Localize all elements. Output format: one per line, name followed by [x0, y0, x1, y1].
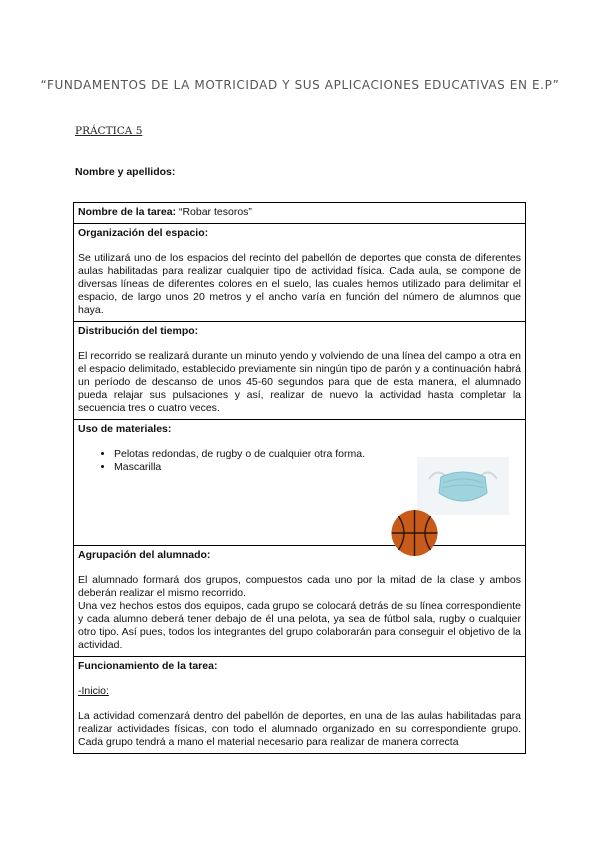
materiales-cell: [74, 420, 526, 546]
materiales-label: Uso de materiales:: [78, 423, 172, 436]
funcionamiento-text: La actividad comenzará dentro del pabellón de deportes, en una de las aulas habilitadas para realizar actividades físicas, con todo el alumnado organizado en su correspondiente grupo. Cada grupo tendrá a mano el material necesario para realizar de manera correcta: [78, 710, 521, 749]
agrupacion-row: [74, 546, 526, 657]
task-table: [73, 202, 526, 754]
basketball-image: [389, 508, 440, 558]
task-name-value: “Robar tesoros”: [176, 206, 252, 218]
task-name-row: [74, 203, 526, 224]
agrupacion-cell: [74, 546, 526, 657]
face-mask-image: [417, 457, 509, 515]
name-label: Nombre y apellidos:: [75, 166, 176, 178]
funcionamiento-label: Funcionamiento de la tarea:: [78, 660, 218, 673]
practice-number: PRÁCTICA 5: [75, 125, 143, 137]
agrupacion-text-2: Una vez hechos estos dos equipos, cada grupo se colocará detrás de su línea correspondiente y cada alumno deberá tener debajo de él una pelota, ya sea de fútbol sala, rugby o cualquier otro tipo. Así pues, todos los integrantes del grupo colaborarán para conseguir el objetivo de la actividad.: [78, 600, 521, 652]
distribucion-text: El recorrido se realizará durante un minuto yendo y volviendo de una línea del campo a otra en el espacio delimitado, establecido previamente sin ningún tipo de parón y a continuación habrá un período de descanso de unos 45-60 segundos para que de esta manera, el alumnado pueda relajar sus pulsaciones y así, realizar de nuevo la actividad hasta completar la secuencia tres o cuatro veces.: [78, 350, 521, 415]
inicio-label: -Inicio:: [78, 685, 109, 698]
list-item: • Pelotas redondas, de rugby o de cualquier otra forma.: [114, 448, 521, 461]
organizacion-cell: [74, 224, 526, 322]
organizacion-label: Organización del espacio:: [78, 227, 209, 240]
funcionamiento-cell: [74, 657, 526, 754]
document-title: “FUNDAMENTOS DE LA MOTRICIDAD Y SUS APLICACIONES EDUCATIVAS EN E.P”: [40, 78, 560, 92]
list-item: • Mascarilla: [114, 461, 521, 474]
task-name-label: Nombre de la tarea:: [78, 206, 177, 218]
task-name-cell: [74, 203, 526, 224]
materiales-row: [74, 420, 526, 546]
organizacion-row: [74, 224, 526, 322]
distribucion-cell: [74, 322, 526, 420]
agrupacion-label: Agrupación del alumnado:: [78, 549, 211, 562]
funcionamiento-row: [74, 657, 526, 754]
distribucion-label: Distribución del tiempo:: [78, 325, 199, 338]
agrupacion-text-1: El alumnado formará dos grupos, compuestos cada uno por la mitad de la clase y ambos deberán realizar el mismo recorrido.: [78, 574, 521, 600]
distribucion-row: [74, 322, 526, 420]
organizacion-text: Se utilizará uno de los espacios del recinto del pabellón de deportes que consta de diferentes aulas habilitadas para realizar cualquier tipo de actividad física. Cada aula, se compone de diversas líneas de diferentes colores en el suelo, las cuales hemos utilizado para delimitar el espacio, de largo unos 20 metros y el ancho varía en función del número de alumnos que haya.: [78, 252, 521, 317]
